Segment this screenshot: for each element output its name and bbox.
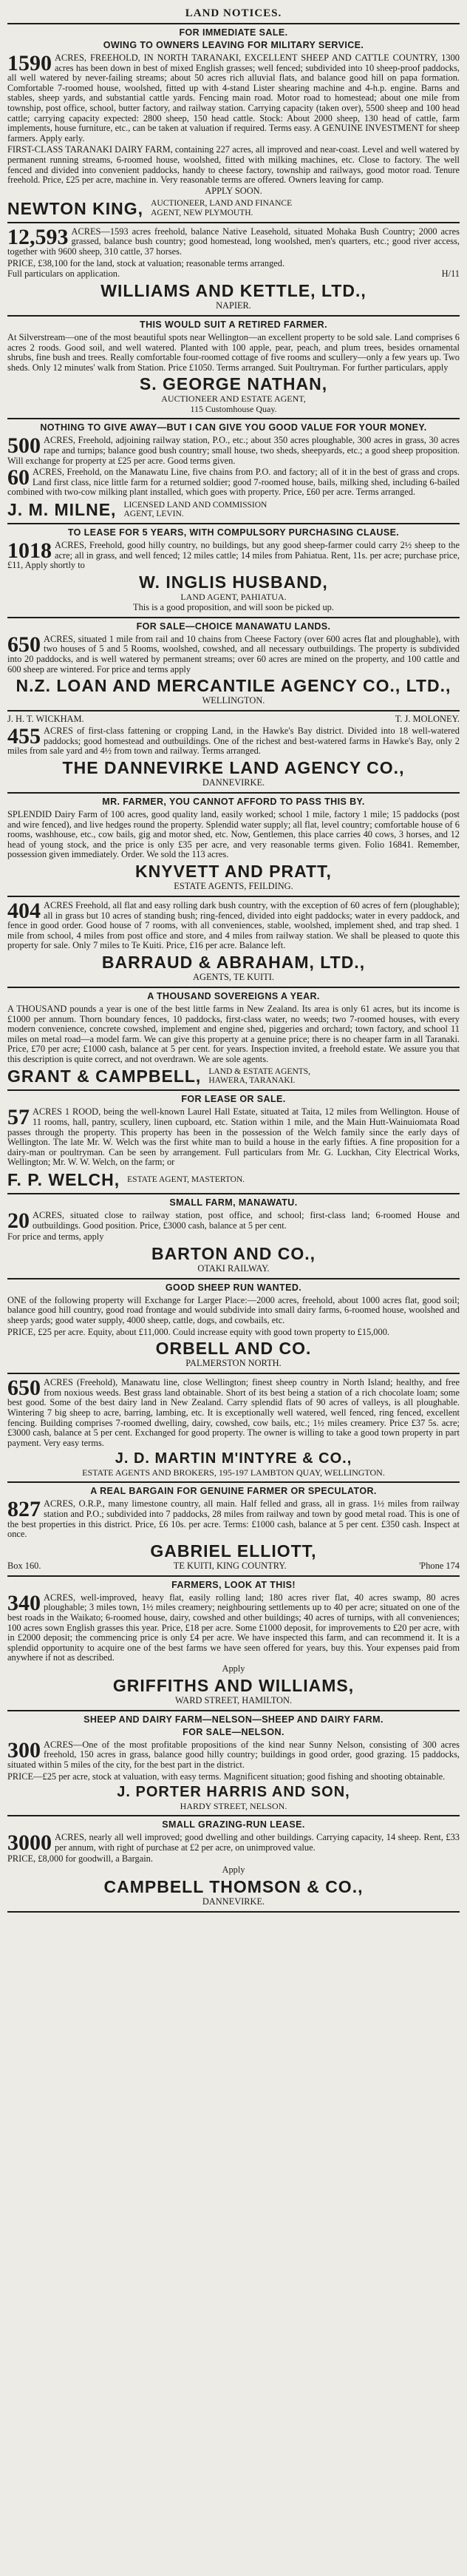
firm-town: OTAKI RAILWAY. <box>197 1262 270 1274</box>
advert-heading: FOR SALE—CHOICE MANAWATU LANDS. <box>136 621 331 632</box>
firm-town: DANNEVIRKE. <box>202 1896 265 1907</box>
firm-town: WARD STREET, HAMILTON. <box>174 1694 293 1705</box>
advert-body <box>7 433 460 466</box>
agent-title-line: AGENT, NEW PLYMOUTH. <box>151 208 253 217</box>
advert-body <box>7 538 460 571</box>
advert-text: ACRES, situated close to railway station, post office, and school; first-class land; 6-roomed House and outbuildings. Good position. Price, £3000 cash, balance at 5 per cent. <box>33 1210 460 1231</box>
advert-heading: GOOD SHEEP RUN WANTED. <box>165 1282 302 1293</box>
acreage-figure: 500 <box>7 433 41 459</box>
acreage-figure: 57 <box>7 1105 30 1130</box>
advert-grant-campbell <box>7 987 460 1090</box>
agent-title-line: LICENSED LAND AND COMMISSION <box>123 500 267 510</box>
agent-block <box>7 500 460 519</box>
advert-body <box>7 1107 460 1168</box>
advert-text: At Silverstream—one of the most beautiful spots near Wellington—an excellent property to be sold sale. Land comprises 6 acres 2 roods. Good soil, and well watered. Planted with 100 apple, pear, peach, and plum trees, besides ornamental shrubs, fine bush and trees. Really comfortable four-roomed cottage of five rooms and scullery—only a few years up. Two sheds. Only 12 minutes' walk from Station. Price £1050. Terms arranged. Suit Poultryman. For further particulars, apply <box>7 332 460 373</box>
advert-heading: TO LEASE FOR 5 YEARS, WITH COMPULSORY PURCHASING CLAUSE. <box>67 527 400 538</box>
advert-text: ACRES, Freehold, adjoining railway station, P.O., etc.; about 350 acres ploughable, 300 acres in grass, 30 acres rape and turnips; balance good bush country; small house, two sheds, sheepyards, etc.; a good sheep proposition. Will exchange for property at £25 per acre. Good terms given. <box>7 435 460 466</box>
price-line: PRICE—£25 per acre, stock at valuation, with easy terms. Magnificent situation; good fishing and shooting obtainable. <box>7 1771 446 1782</box>
firm-name: WILLIAMS AND KETTLE, LTD., <box>100 281 367 301</box>
advert-orbell <box>7 1278 460 1373</box>
advert-text: ACRES, nearly all well improved; good dwelling and other buildings. Carrying capacity, 14 sheep. Rent, £33 per annum, with right of purchase at £2 per acre, on unimproved value. <box>55 1832 460 1853</box>
advert-body <box>7 53 460 143</box>
agent-name: J. PORTER HARRIS AND SON, <box>117 1784 350 1801</box>
advert-text: SPLENDID Dairy Farm of 100 acres, good quality land, easily worked; school 1 mile, factory 1 mile; 15 paddocks (post and wire fenced), and live hedges round the property. Splendid water supply; all flat, level country; comfortable house of 6 rooms, washhouse, etc., cow bails, gig and motor shed, etc. Now, Gentlemen, this place carries 40 cows, 3 horses, and 12 head of young stock, and the price is only £35 per acre, and very reasonable terms given. Folio 16841. Remember, possession given immediately. Order. We sold the 113 acres. <box>7 808 460 860</box>
advert-heading: FARMERS, LOOK AT THIS! <box>171 1579 296 1590</box>
page <box>7 4 460 1913</box>
advert-text: ACRES, well-improved, heavy flat, easily rolling land; 180 acres river flat, 40 acres swamp, 80 acres ploughable; 3 miles town, 1½ miles creamery; neighbouring settlements up to 40 per acre; situated on one of the best roads in the Waikato; 6-roomed house, dairy, cowshed and other buildings; 40 acres of turnips, with all conveniences; 100 acres sown English grasses this year. Price, £18 per acre. Some £1000 deposit, for improvements to £20 per acre, with in £2000 deposit; the commencing price is only £4 per acre. We have inspected this farm, and can recommend it. It is a splendid opportunity to acquire one of the best farms we have seen offered for years, buy this. Your expenses paid from anywhere if not as described. <box>7 1592 460 1663</box>
agent-block <box>7 1170 460 1189</box>
firm-name: GRANT & CAMPBELL, <box>7 1066 202 1086</box>
reference-code: H/11 <box>441 268 460 280</box>
acreage-figure: 300 <box>7 1737 41 1762</box>
firm-town: WELLINGTON. <box>202 695 265 706</box>
firm-town: PALMERSTON NORTH. <box>185 1358 282 1369</box>
advert-body <box>7 1208 460 1234</box>
advert-text: ACRES—One of the most profitable propositions of the kind near Sunny Nelson, consisting of 300 acres freehold, 150 acres in grass, balance good hilly country; buildings in good order, good grazing. 15 paddocks, situated within 5 miles of the city, for the best part in the district. <box>7 1739 460 1771</box>
note-row <box>7 268 460 280</box>
advert-barton <box>7 1193 460 1278</box>
firm-name: KNYVETT AND PRATT, <box>135 861 332 881</box>
agent-title-line: AGENT, LEVIN. <box>123 510 184 519</box>
advert-heading: FOR IMMEDIATE SALE. <box>179 27 288 38</box>
agent-name: F. P. WELCH, <box>7 1170 120 1190</box>
agent-name: J. M. MILNE, <box>7 500 117 520</box>
advert-jm-milne <box>7 418 460 523</box>
acreage-figure: 3000 <box>7 1830 52 1856</box>
advert-heading: SMALL GRAZING-RUN LEASE. <box>162 1819 305 1830</box>
advert-griffiths-williams <box>7 1575 460 1710</box>
apply-line: Apply <box>222 1865 245 1876</box>
advert-text: ACRES, FREEHOLD, IN NORTH TARANAKI, EXCELLENT SHEEP AND CATTLE COUNTRY, 1300 acres has been down in best of mixed English grasses; well fenced; subdivided into 10 sheep-proof paddocks, all well watered by never-failing streams; about 50 acres rich alluvial flats, and balance good hill on papa formation. Comfortable 7-roomed house, woolshed, fitted up with 4-stand Lister shearing machine and 4-h.p. engine. Barns and stables, sheep yards, and substantial cattle yards. Fencing main road. Motor road to homestead; about one mile from township, post office, school, butter factory, and railway station. Carrying capacity (taken over), 5500 sheep and 100 head cattle; carrying capacity expected: 2800 sheep, 150 head cattle. Stock: About 2000 sheep, 130 head of cattle, farm implements, house furniture, etc., can be taken at valuation if required. Terms easy. A GENUINE INVESTMENT for sheep farmers. Apply early. <box>7 53 460 143</box>
partner-name: J. H. T. WICKHAM. <box>7 714 84 725</box>
firm-name: CAMPBELL THOMSON & CO., <box>103 1877 364 1897</box>
agent-title-line: ESTATE AGENT, MASTERTON. <box>127 1174 245 1184</box>
advert-body <box>7 224 460 257</box>
agent-name: S. GEORGE NATHAN, <box>139 374 328 394</box>
advert-heading: A REAL BARGAIN FOR GENUINE FARMER OR SPECULATOR. <box>90 1486 377 1497</box>
firm-town: NAPIER. <box>216 300 251 311</box>
advert-knyvett-pratt <box>7 792 460 896</box>
advert-text: ONE of the following property will Exchange for Larger Place:—2000 acres, freehold, about 1000 acres flat, good soil; balance good hill country, good road frontage and would subdivide into small dairy farms, 6-roomed house, woolshed and sheep yards; good water supply, 4000 sheep, cattle, dogs, and cowbails, etc. <box>7 1294 460 1325</box>
advert-body-second: FIRST-CLASS TARANAKI DAIRY FARM, containing 227 acres, all improved and near-coast. Level and well watered by permanent running streams, 6-roomed house, woolshed, fitted with milking machines, etc. Close to factory. The well fenced and divided into convenient paddocks, handy to cheese factory, township and railways, good motor road. Tenure freehold. Price, £25 per acre, machine in. Very reasonable terms are offered. Owners leaving for camp. <box>7 144 460 186</box>
masthead: LAND NOTICES. <box>185 7 282 19</box>
partner-name: T. J. MOLONEY. <box>395 714 460 725</box>
advert-text: ACRES (Freehold), Manawatu line, close Wellington; finest sheep country in North Island; healthy, and free from noxious weeds. Best grass land obtainable. Short of its best being a station of a rich chocolate loam; some best good. Some of the best dairy land in New Zealand. Carry splendid flats of 90 acres of valleys, is all ploughable. Wintering 7 big sheep to acre, barring, lambing, etc. It is exceptionally well watered, well fenced, ring fenced, excellent fencing. Building comprises 7-roomed dwelling, dairy, cowshed, cow bails, etc.; 1½ miles creamery. Price £37 5s. acre; £3000 cash, balance at 5 per cent. Exchanged for good property. The owner is willing to take a good town property in part payment. Very easy terms. <box>7 1377 460 1448</box>
acreage-figure: 455 <box>7 724 41 749</box>
advert-text: ACRES, O.R.P., many limestone country, all main. Half felled and grass, all in grass. 1½ miles from railway station and P.O.; subdivided into 7 paddocks, 28 miles from railway and town by good metal road. This is one of the best properties in this district. Price, £6 10s. per acre. Terms: £1000 cash, balance at 5 per cent. £350 cash. Inspect at once. <box>7 1498 460 1540</box>
acreage-figure: 340 <box>7 1590 41 1615</box>
acreage-figure: 1018 <box>7 538 52 564</box>
advert-body <box>7 1499 460 1539</box>
firm-name: ORBELL AND CO. <box>155 1339 312 1359</box>
agent-address: HARDY STREET, NELSON. <box>180 1801 287 1812</box>
acreage-figure: 20 <box>7 1208 30 1234</box>
firm-name: THE DANNEVIRKE LAND AGENCY CO., <box>62 757 405 777</box>
acreage-figure: 650 <box>7 632 41 657</box>
advert-inglis-husband <box>7 523 460 617</box>
agent-address: 115 Customhouse Quay. <box>190 404 277 415</box>
advert-text: A THOUSAND pounds a year is one of the best little farms in New Zealand. Its area is only 61 acres, but its income is £1000 per annum. Thorn boundary fences, 10 paddocks, first-class water, no weeds; two 7-roomed houses, with every modern convenience, concrete cowshed, implement and engine shed, piggeries and orchard; town factory, and school 11 miles on metal road—a model farm. We can give this property at a genuine price; there is no cheaper farm in all Taranaki. Price, £70 per acre; £1000 cash, balance at 5 per cent. for years. Inspection invited, a freehold estate. We assure you that this description is quite correct, and not overdrawn. We are sole agents. <box>7 1003 460 1064</box>
advert-heading: A THOUSAND SOVEREIGNS A YEAR. <box>147 990 320 1001</box>
advert-body <box>7 726 460 757</box>
advert-text: ACRES, Freehold, good hilly country, no buildings, but any good sheep-farmer could carry 2½ sheep to the acre; all in grass, and well fenced; 12 miles cattle; 14 miles from Pahiatua. Rent, 11s. per acre; purchase price, £11, Apply shortly to <box>7 540 460 571</box>
firm-name: GRIFFITHS AND WILLIAMS, <box>112 1675 355 1695</box>
acreage-figure: 404 <box>7 898 41 923</box>
agent-address-row <box>7 1561 460 1572</box>
agent-name: J. D. MARTIN M'INTYRE & CO., <box>115 1450 352 1467</box>
advert-text: ACRES of first-class fattening or cropping Land, in the Hawke's Bay district. Divided into 18 well-watered paddocks; good homestead and outbuildings. One of the richest and best-watered farms in Hawke's Bay, only 2 miles from sale yard and 4½ from town and railway. Terms arranged. <box>7 726 460 757</box>
advert-text: ACRES, situated 1 mile from rail and 10 chains from Cheese Factory (over 600 acres flat and ploughable), with two houses of 5 and 5 Rooms, woolshed, cowshed, and all necessary outbuildings. The property is subdivided into 20 paddocks, and is well watered by permanent streams; over 60 acres are mined on the property, and 100 cattle and 600 sheep are wintered. For price and terms apply <box>7 633 460 675</box>
advert-text: ACRES Freehold, all flat and easy rolling dark bush country, with the exception of 60 acres of fern (ploughable); all in grass but 10 acres of standing bush; ring-fenced, divided into eight paddocks; water in every paddock, and fence in good order. Good house of 7 rooms, with all conveniences, stable, woolshed, implement shed, and trap shed. 1 mile from school, 4 miles from post office and store, and 4 miles from railway station. We shall be pleased to quote this property for sale. Only 7 miles to Te Kuiti. Price, £16 per acre. Balance left. <box>7 899 460 951</box>
advert-heading: NOTHING TO GIVE AWAY—BUT I CAN GIVE YOU GOOD VALUE FOR YOUR MONEY. <box>40 422 427 433</box>
agent-title <box>127 1175 245 1185</box>
apply-line: APPLY SOON. <box>205 185 262 196</box>
agent-address: TE KUITI, KING COUNTRY. <box>173 1560 287 1571</box>
firm-town: DANNEVIRKE. <box>202 777 265 788</box>
note-text: For price and terms, apply <box>7 1231 104 1243</box>
advert-text: ACRES, Freehold, on the Manawatu Line, five chains from P.O. and factory; all of it in the best of grass and crops. Land first class, nice little farm for a returned soldier; good 7-roomed house, bails, milking shed, including 6-bailed combined with two-cow milking plant installed, which goes with property. Price, £60 per acre. Terms arranged. <box>7 467 460 498</box>
advert-heading: SMALL FARM, MANAWATU. <box>169 1197 298 1208</box>
agent-name: GABRIEL ELLIOTT, <box>150 1541 317 1561</box>
firm-title-line: LAND & ESTATE AGENTS, <box>208 1066 311 1076</box>
apply-line: Apply <box>222 1663 245 1674</box>
advert-body <box>7 632 460 675</box>
box-number: Box 160. <box>7 1560 41 1571</box>
advert-subheading: OWING TO OWNERS LEAVING FOR MILITARY SERVICE. <box>103 40 364 50</box>
advert-fp-welch <box>7 1089 460 1193</box>
advert-heading: FOR LEASE OR SALE. <box>181 1094 286 1105</box>
advert-george-nathan <box>7 315 460 418</box>
agent-title <box>151 199 292 217</box>
partner-names <box>7 714 460 725</box>
acreage-figure: 60 <box>7 465 30 490</box>
price-line: PRICE, £38,100 for the land, stock at valuation; reasonable terms arranged. <box>7 257 285 268</box>
price-line: PRICE, £8,000 for goodwill, a Bargain. <box>7 1853 153 1865</box>
advert-heading: THIS WOULD SUIT A RETIRED FARMER. <box>140 320 327 331</box>
advert-body <box>7 1830 460 1856</box>
advert-body-second <box>7 467 460 498</box>
agent-block <box>7 199 460 218</box>
agent-title <box>123 501 267 519</box>
advert-nz-loan <box>7 617 460 710</box>
advert-williams-kettle <box>7 222 460 315</box>
agent-title: ESTATE AGENTS AND BROKERS, 195-197 LAMBTON QUAY, WELLINGTON. <box>82 1467 385 1478</box>
advert-barraud-abraham <box>7 896 460 987</box>
note-text: This is a good proposition, and will soon be picked up. <box>133 601 334 612</box>
phone-number: 'Phone 174 <box>419 1560 460 1571</box>
note-text: Full particulars on application. <box>7 268 120 280</box>
agent-title-line: AUCTIONEER, LAND AND FINANCE <box>151 199 293 209</box>
acreage-figure: 650 <box>7 1376 41 1401</box>
agent-title: AUCTIONEER AND ESTATE AGENT, <box>161 393 306 405</box>
advert-heading: SHEEP AND DAIRY FARM—NELSON—SHEEP AND DAIRY FARM. <box>83 1714 384 1725</box>
advert-campbell-thomson <box>7 1815 460 1913</box>
firm-name: BARRAUD & ABRAHAM, LTD., <box>101 952 366 972</box>
agent-name: W. INGLIS HUSBAND, <box>139 572 328 592</box>
advert-dannevirke-agency <box>7 710 460 792</box>
advert-subheading: FOR SALE—NELSON. <box>183 1726 284 1737</box>
acreage-figure: 12,593 <box>7 224 69 249</box>
advert-text: ACRES 1 ROOD, being the well-known Laurel Hall Estate, situated at Taita, 12 miles from Wellington. House of 11 rooms, hall, pantry, scullery, linen cupboard, etc. Station within 1 mile, and the Main Hutt-Wainuiomata Road passes through the property. This property has been in the possession of the Welch family since the early days of Wellington. The late Mr. W. Welch was the first white man to build a house in the early fifties. A fine proposition for a dairy-man or poultryman. Can be seen by arrangement. Full particulars from Mr. G. Luckhan, City Electrical Works, Wellington; Mr. W. W. Welch, on the farm; or <box>7 1106 460 1168</box>
advert-gabriel-elliott <box>7 1481 460 1575</box>
advert-newton-king <box>7 23 460 222</box>
advert-body <box>7 1378 460 1448</box>
advert-martin-mintyre <box>7 1373 460 1481</box>
agent-name: NEWTON KING, <box>7 198 144 218</box>
firm-name: N.Z. LOAN AND MERCANTILE AGENCY CO., LTD., <box>16 676 451 696</box>
firm-name: BARTON AND CO., <box>151 1243 316 1263</box>
firm-title <box>208 1067 310 1086</box>
advert-body <box>7 1590 460 1663</box>
advert-porter-harris <box>7 1710 460 1815</box>
advert-heading: MR. FARMER, YOU CANNOT AFFORD TO PASS THIS BY. <box>102 796 365 807</box>
price-line: PRICE, £25 per acre. Equity, about £11,000. Could increase equity with good town property to £15,000. <box>7 1326 389 1337</box>
firm-town: ESTATE AGENTS, FEILDING. <box>174 880 293 891</box>
advert-body <box>7 898 460 951</box>
agent-title: LAND AGENT, PAHIATUA. <box>180 591 287 602</box>
acreage-figure: 827 <box>7 1497 41 1522</box>
firm-town: AGENTS, TE KUITI. <box>193 971 274 982</box>
advert-text: ACRES—1593 acres freehold, balance Native Leasehold, situated Mohaka Bush Country; 2000 acres grassed, balance bush country; good homestead, long woolshed, men's quarters, etc.; good river access, together with 9600 sheep, 310 cattle, 37 horses. <box>7 226 460 257</box>
advert-body <box>7 1737 460 1771</box>
acreage-figure: 1590 <box>7 51 52 75</box>
agent-block <box>7 1066 460 1086</box>
firm-title-line: HAWERA, TARANAKI. <box>208 1076 296 1086</box>
